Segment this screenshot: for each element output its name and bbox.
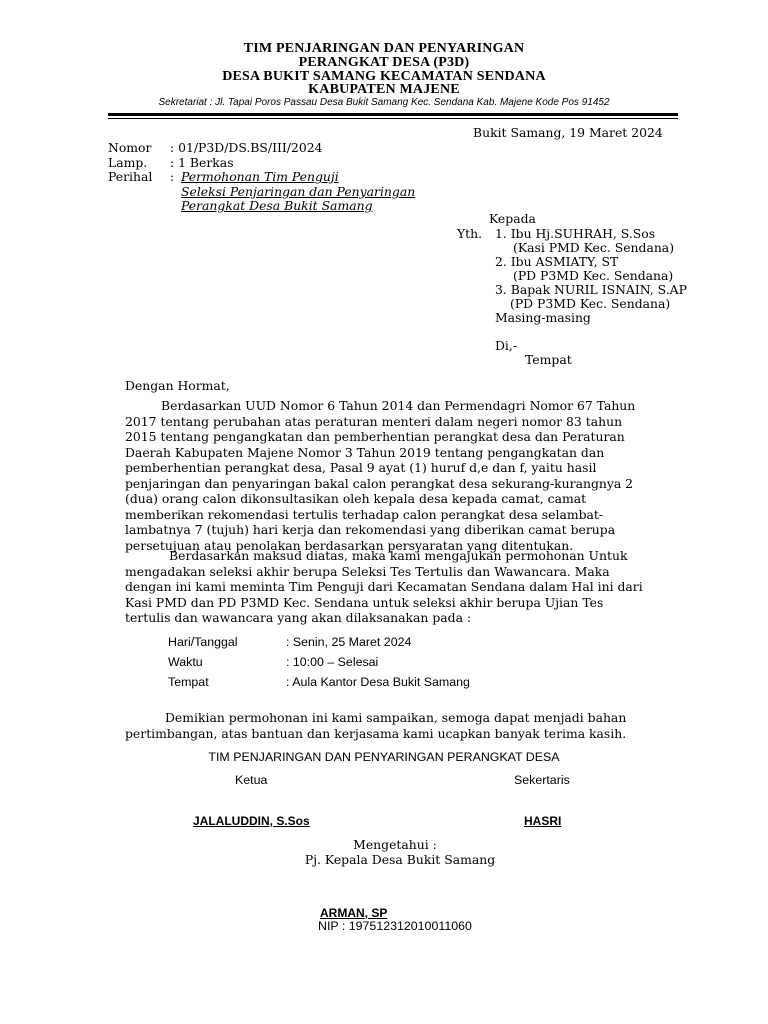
ketua-title: Ketua (235, 773, 268, 787)
recipient-1-role: (Kasi PMD Kec. Sendana) (513, 240, 675, 255)
para2-line: Berdasarkan maksud diatas, maka kami mengajukan permohonan Untuk (169, 548, 628, 563)
para1-line: 2015 tentang pengangkatan dan pemberhentian perangkat desa dan Peraturan (125, 429, 625, 445)
recipient-2-role: (PD P3MD Kec. Sendana) (513, 268, 674, 283)
closing-paragraph (125, 710, 698, 741)
kades-nip: NIP : 197512312010011060 (318, 919, 472, 933)
kades-title: Pj. Kepala Desa Bukit Samang (304, 852, 496, 867)
kepada-label: Kepada (489, 211, 536, 226)
masing-masing: Masing-masing (495, 310, 591, 325)
tempat-schedule-value: : Aula Kantor Desa Bukit Samang (286, 675, 470, 689)
letterhead-line-4: KABUPATEN MAJENE (308, 82, 460, 97)
greeting: Dengan Hormat, (125, 378, 230, 393)
recipient-2: 2. Ibu ASMIATY, ST (495, 254, 619, 269)
perihal-line-1: Permohonan Tim Penguji (181, 169, 339, 184)
sekretaris-name: HASRI (524, 814, 562, 828)
para1-line: memberikan rekomendasi tertulis terhadap calon perangkat desa selambat- (125, 506, 604, 522)
nomor-label: Nomor (108, 140, 152, 155)
header-rule-thick (108, 113, 678, 116)
lamp-value: : 1 Berkas (170, 155, 234, 170)
para2-line: tertulis dan wawancara yang akan dilaksanakan pada : (125, 610, 472, 626)
sekretaris-title: Sekertaris (514, 773, 570, 787)
nomor-value: : 01/P3D/DS.BS/III/2024 (170, 140, 323, 155)
para1-line: penjaringan dan penyaringan bakal calon perangkat desa sekurang-kurangnya 2 (125, 475, 634, 491)
letterhead-line-1: TIM PENJARINGAN DAN PENYARINGAN (243, 41, 525, 56)
recipient-1: 1. Ibu Hj.SUHRAH, S.Sos (495, 226, 656, 241)
perihal-line-3: Perangkat Desa Bukit Samang (181, 198, 373, 213)
team-name: TIM PENJARINGAN DAN PENYARINGAN PERANGKAT DESA (208, 750, 560, 764)
secretariat-address: Sekretariat : Jl. Tapai Poros Passau Desa Bukit Samang Kec. Sendana Kab. Majene Kode Pos 91452 (158, 97, 610, 108)
hari-label: Hari/Tanggal (168, 635, 238, 649)
mengetahui-label: Mengetahui : (353, 837, 437, 852)
tempat-schedule-label: Tempat (168, 675, 209, 689)
para1-line: Daerah Kabupaten Majene Nomor 3 Tahun 2019 tentang pengangkatan dan (125, 444, 605, 460)
para1-line: (dua) orang calon dikonsultasikan oleh kepala desa kepada camat, camat (125, 491, 587, 507)
letterhead-line-3: DESA BUKIT SAMANG KECAMATAN SENDANA (222, 69, 546, 84)
paragraph-2 (125, 548, 698, 626)
para2-line: mengadakan seleksi akhir berupa Seleksi Tes Tertulis dan Wawancara. Maka (125, 563, 610, 579)
lamp-label: Lamp. (108, 155, 148, 170)
di-label: Di,- (495, 338, 518, 353)
para2-line: Kasi PMD dan PD P3MD Kec. Sendana untuk seleksi akhir berupa Ujian Tes (125, 594, 604, 610)
para2-line: dengan ini kami meminta Tim Penguji dari Kecamatan Sendana dalam Hal ini dari (125, 579, 643, 595)
letter-date: Bukit Samang, 19 Maret 2024 (473, 125, 663, 140)
header-rule-thin (108, 118, 678, 119)
recipient-3: 3. Bapak NURIL ISNAIN, S.AP (495, 282, 687, 297)
yth-label: Yth. (457, 226, 483, 241)
kades-name: ARMAN, SP (320, 906, 388, 920)
hari-value: : Senin, 25 Maret 2024 (286, 635, 412, 649)
para1-line: 2017 tentang perubahan atas peraturan menteri dalam negeri nomor 83 tahun (125, 413, 623, 429)
ketua-name: JALALUDDIN, S.Sos (193, 814, 310, 828)
perihal-line-2: Seleksi Penjaringan dan Penyaringan (181, 184, 416, 199)
closing-line: Demikian permohonan ini kami sampaikan, semoga dapat menjadi bahan (165, 710, 627, 725)
waktu-value: : 10:00 – Selesai (286, 655, 379, 669)
tempat-label: Tempat (525, 352, 572, 367)
para1-line: persetujuan atau penolakan berdasarkan persyaratan yang ditentukan. (125, 537, 574, 553)
para1-line: Berdasarkan UUD Nomor 6 Tahun 2014 dan Permendagri Nomor 67 Tahun (161, 398, 636, 413)
closing-line: pertimbangan, atas bantuan dan kerjasama kami ucapkan banyak terima kasih. (125, 725, 627, 741)
paragraph-1 (125, 398, 698, 553)
perihal-colon: : (170, 169, 175, 184)
para1-line: pemberhentian perangkat desa, Pasal 9 ayat (1) huruf d,e dan f, yaitu hasil (125, 460, 597, 476)
letterhead-line-2: PERANGKAT DESA (P3D) (298, 55, 470, 70)
waktu-label: Waktu (168, 655, 203, 669)
para1-line: lambatnya 7 (tujuh) hari kerja dan rekomendasi yang diberikan camat berupa (125, 522, 616, 538)
perihal-label: Perihal (108, 169, 153, 184)
recipient-3-role: (PD P3MD Kec. Sendana) (510, 296, 671, 311)
